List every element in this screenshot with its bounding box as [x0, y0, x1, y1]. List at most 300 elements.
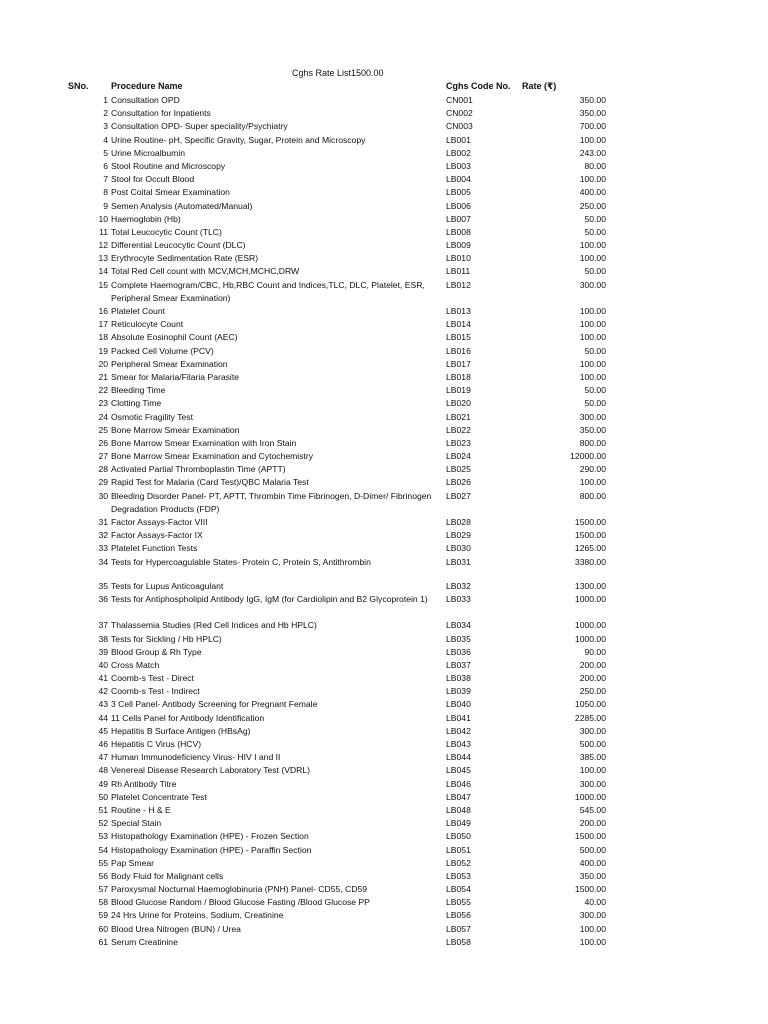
- table-row: [0, 633, 768, 646]
- table-row: [0, 804, 768, 817]
- row-sno: 51: [98, 804, 108, 815]
- row-sno: 10: [98, 213, 108, 224]
- row-cghs-code: LB010: [446, 253, 471, 264]
- row-sno: 6: [103, 160, 108, 171]
- row-rate: 545.00: [579, 804, 606, 815]
- row-procedure-name: Bone Marrow Smear Examination: [111, 424, 240, 435]
- row-procedure-name: Bone Marrow Smear Examination with Iron Stain: [111, 437, 297, 448]
- table-row: [0, 712, 768, 725]
- table-row: [0, 738, 768, 751]
- table-row: [0, 529, 768, 542]
- row-sno: 50: [98, 791, 108, 802]
- row-procedure-name: Smear for Malaria/Filaria Parasite: [111, 371, 239, 382]
- row-cghs-code: LB033: [446, 593, 471, 604]
- row-cghs-code: LB056: [446, 910, 471, 921]
- table-row: [0, 844, 768, 857]
- table-row: [0, 371, 768, 384]
- row-rate: 243.00: [579, 147, 606, 158]
- row-cghs-code: CN001: [446, 95, 473, 105]
- row-rate: 1500.00: [574, 517, 606, 528]
- row-procedure-name: Special Stain: [111, 818, 162, 829]
- table-row: [0, 200, 768, 213]
- row-rate: 100.00: [579, 253, 606, 264]
- row-cghs-code: LB029: [446, 530, 471, 541]
- row-procedure-name: Hepatitis B Surface Antigen (HBsAg): [111, 725, 251, 736]
- table-row: [0, 896, 768, 909]
- row-sno: 3: [103, 121, 108, 132]
- row-rate: 50.00: [584, 213, 606, 224]
- page-title: Cghs Rate List1500.00: [292, 68, 384, 78]
- table-row: [0, 120, 768, 133]
- row-procedure-name: Factor Assays-Factor VIII: [111, 517, 208, 528]
- row-rate: 1000.00: [574, 620, 606, 631]
- row-rate: 500.00: [579, 739, 606, 750]
- row-cghs-code: LB020: [446, 398, 471, 409]
- table-row: [0, 870, 768, 883]
- table-row: [0, 516, 768, 529]
- row-sno: 56: [98, 870, 108, 881]
- row-rate: 200.00: [579, 659, 606, 670]
- row-procedure-name: Paroxysmal Nocturnal Haemoglobinuria (PNH) Panel- CD55, CD59: [111, 884, 368, 895]
- row-rate: 100.00: [579, 358, 606, 369]
- row-rate: 100.00: [579, 319, 606, 330]
- row-procedure-name: Urine Routine- pH, Specific Gravity, Sugar, Protein and Microscopy: [111, 134, 366, 145]
- row-rate: 290.00: [579, 464, 606, 475]
- table-row: [0, 450, 768, 463]
- table-row: [0, 883, 768, 896]
- row-procedure-name: Platelet Concentrate Test: [111, 791, 207, 802]
- row-cghs-code: LB036: [446, 646, 471, 657]
- row-sno: 45: [98, 725, 108, 736]
- row-sno: 44: [98, 712, 108, 723]
- row-rate: 350.00: [579, 95, 606, 105]
- row-procedure-name: Platelet Function Tests: [111, 543, 198, 554]
- row-cghs-code: LB013: [446, 306, 471, 317]
- row-procedure-name: Tests for Antiphospholipid Antibody IgG, IgM (for Cardiolipin and B2 Glycoprotein 1): [111, 593, 428, 604]
- row-cghs-code: LB053: [446, 870, 471, 881]
- row-cghs-code: LB006: [446, 200, 471, 211]
- table-row: [0, 490, 768, 516]
- row-cghs-code: LB042: [446, 725, 471, 736]
- row-procedure-name: Complete Haemogram/CBC, Hb,RBC Count and Indices,TLC, DLC, Platelet, ESR, Peripheral Smear Examination): [111, 279, 425, 303]
- row-cghs-code: LB046: [446, 778, 471, 789]
- row-cghs-code: LB016: [446, 345, 471, 356]
- table-row: [0, 936, 768, 949]
- row-rate: 350.00: [579, 870, 606, 881]
- row-procedure-name: Urine Microalbumin: [111, 147, 186, 158]
- row-procedure-name: Differential Leucocytic Count (DLC): [111, 240, 246, 251]
- header-procedure-name: Procedure Name: [111, 81, 183, 91]
- row-sno: 52: [98, 818, 108, 829]
- row-sno: 23: [98, 398, 108, 409]
- row-procedure-name: Blood Group & Rh Type: [111, 646, 202, 657]
- table-row: [0, 345, 768, 358]
- row-cghs-code: LB034: [446, 620, 471, 631]
- row-rate: 500.00: [579, 844, 606, 855]
- table-row: [0, 107, 768, 120]
- row-sno: 11: [99, 226, 108, 237]
- table-row: [0, 672, 768, 685]
- row-procedure-name: Blood Urea Nitrogen (BUN) / Urea: [111, 923, 241, 934]
- table-row: [0, 305, 768, 318]
- row-sno: 9: [103, 200, 108, 211]
- row-rate: 350.00: [579, 424, 606, 435]
- table-row: [0, 593, 768, 619]
- row-rate: 100.00: [579, 306, 606, 317]
- table-row: [0, 186, 768, 199]
- row-procedure-name: Total Red Cell count with MCV,MCH,MCHC,DRW: [111, 266, 300, 277]
- row-cghs-code: LB012: [446, 279, 471, 290]
- table-row: [0, 764, 768, 777]
- row-sno: 19: [98, 345, 108, 356]
- row-cghs-code: CN003: [446, 121, 473, 132]
- row-rate: 50.00: [584, 226, 606, 237]
- row-rate: 100.00: [579, 134, 606, 145]
- header-rate: Rate (₹): [522, 81, 557, 91]
- row-sno: 4: [103, 134, 108, 145]
- row-procedure-name: Post Coital Smear Examination: [111, 187, 230, 198]
- row-procedure-name: Routine - H & E: [111, 804, 171, 815]
- row-cghs-code: LB002: [446, 147, 471, 158]
- table-row: [0, 252, 768, 265]
- row-cghs-code: LB009: [446, 240, 471, 251]
- row-cghs-code: LB021: [446, 411, 471, 422]
- row-procedure-name: Tests for Sickling / Hb HPLC): [111, 633, 222, 644]
- row-rate: 50.00: [584, 385, 606, 396]
- row-rate: 100.00: [579, 174, 606, 185]
- row-cghs-code: LB048: [446, 804, 471, 815]
- row-sno: 16: [98, 306, 108, 317]
- table-row: [0, 791, 768, 804]
- row-cghs-code: LB051: [446, 844, 471, 855]
- row-rate: 100.00: [579, 923, 606, 934]
- row-sno: 54: [98, 844, 108, 855]
- row-rate: 40.00: [584, 897, 606, 908]
- table-row: [0, 830, 768, 843]
- row-sno: 8: [103, 187, 108, 198]
- row-procedure-name: Tests for Lupus Anticoagulant: [111, 580, 224, 591]
- row-cghs-code: LB044: [446, 752, 471, 763]
- row-procedure-name: Platelet Count: [111, 306, 165, 317]
- row-sno: 18: [98, 332, 108, 343]
- table-row: [0, 476, 768, 489]
- row-sno: 42: [98, 686, 108, 697]
- table-row: [0, 778, 768, 791]
- table-row: [0, 384, 768, 397]
- row-rate: 350.00: [579, 108, 606, 119]
- row-sno: 37: [98, 620, 108, 631]
- row-cghs-code: LB037: [446, 659, 471, 670]
- row-procedure-name: Coomb-s Test - Indirect: [111, 686, 200, 697]
- row-cghs-code: LB011: [446, 266, 471, 277]
- row-procedure-name: 24 Hrs Urine for Proteins, Sodium, Creatinine: [111, 910, 284, 921]
- table-row: [0, 646, 768, 659]
- row-procedure-name: Rh Antibody Titre: [111, 778, 177, 789]
- row-procedure-name: Bleeding Disorder Panel- PT, APTT, Thrombin Time Fibrinogen, D-Dimer/ Fibrinogen Degradation Products (FDP): [111, 490, 432, 514]
- table-row: [0, 397, 768, 410]
- row-procedure-name: Absolute Eosinophil Count (AEC): [111, 332, 238, 343]
- row-rate: 50.00: [584, 266, 606, 277]
- row-cghs-code: LB023: [446, 437, 471, 448]
- row-rate: 250.00: [579, 200, 606, 211]
- row-procedure-name: Stool Routine and Microscopy: [111, 160, 226, 171]
- row-cghs-code: LB052: [446, 857, 471, 868]
- table-row: [0, 265, 768, 278]
- row-rate: 1500.00: [574, 884, 606, 895]
- row-rate: 3380.00: [574, 556, 606, 567]
- row-rate: 250.00: [579, 686, 606, 697]
- row-procedure-name: Thalassemia Studies (Red Cell Indices and Hb HPLC): [111, 620, 317, 631]
- row-rate: 300.00: [579, 778, 606, 789]
- row-cghs-code: LB041: [446, 712, 471, 723]
- row-sno: 14: [98, 266, 108, 277]
- row-cghs-code: CN002: [446, 108, 473, 119]
- row-procedure-name: Haemoglobin (Hb): [111, 213, 181, 224]
- row-sno: 13: [98, 253, 108, 264]
- table-row: [0, 437, 768, 450]
- header-cghs-code: Cghs Code No.: [446, 81, 511, 91]
- row-rate: 2285.00: [574, 712, 606, 723]
- row-cghs-code: LB022: [446, 424, 471, 435]
- rate-table-body: [0, 94, 768, 949]
- row-sno: 59: [98, 910, 108, 921]
- row-procedure-name: 11 Cells Panel for Antibody Identification: [111, 712, 265, 723]
- row-cghs-code: LB008: [446, 226, 471, 237]
- row-rate: 1000.00: [574, 791, 606, 802]
- row-procedure-name: Hepatitis C Virus (HCV): [111, 739, 202, 750]
- row-rate: 1500.00: [574, 831, 606, 842]
- row-cghs-code: LB031: [446, 556, 471, 567]
- row-rate: 1000.00: [574, 593, 606, 604]
- row-procedure-name: Coomb-s Test - Direct: [111, 673, 194, 684]
- row-sno: 7: [103, 174, 108, 185]
- table-row: [0, 424, 768, 437]
- row-cghs-code: LB019: [446, 385, 471, 396]
- row-rate: 12000.00: [570, 451, 606, 462]
- row-procedure-name: Human Immunodeficiency Virus- HIV I and II: [111, 752, 281, 763]
- row-rate: 1050.00: [574, 699, 606, 710]
- table-row: [0, 94, 768, 107]
- row-procedure-name: Stool for Occult Blood: [111, 174, 195, 185]
- row-cghs-code: LB017: [446, 358, 471, 369]
- table-header: [0, 81, 768, 93]
- table-row: [0, 923, 768, 936]
- row-sno: 47: [98, 752, 108, 763]
- row-procedure-name: Blood Glucose Random / Blood Glucose Fasting /Blood Glucose PP: [111, 897, 370, 908]
- row-sno: 21: [98, 371, 108, 382]
- row-sno: 1: [103, 95, 108, 105]
- table-row: [0, 556, 768, 569]
- row-rate: 1265.00: [574, 543, 606, 554]
- row-sno: 5: [103, 147, 108, 158]
- row-sno: 32: [98, 530, 108, 541]
- table-row: [0, 331, 768, 344]
- row-sno: 53: [98, 831, 108, 842]
- row-cghs-code: LB058: [446, 936, 471, 947]
- row-procedure-name: Serum Creatinine: [111, 936, 178, 947]
- table-row: [0, 358, 768, 371]
- row-rate: 1300.00: [574, 580, 606, 591]
- row-rate: 400.00: [579, 857, 606, 868]
- row-rate: 800.00: [579, 437, 606, 448]
- row-sno: 55: [98, 857, 108, 868]
- row-sno: 43: [98, 699, 108, 710]
- table-row: [0, 619, 768, 632]
- row-procedure-name: Histopathology Examination (HPE) - Paraffin Section: [111, 844, 312, 855]
- row-rate: 100.00: [579, 477, 606, 488]
- table-row: [0, 173, 768, 186]
- table-row: [0, 751, 768, 764]
- row-sno: 26: [98, 437, 108, 448]
- table-row: [0, 160, 768, 173]
- row-sno: 22: [98, 385, 108, 396]
- row-sno: 24: [98, 411, 108, 422]
- table-row: [0, 279, 768, 305]
- row-cghs-code: LB039: [446, 686, 471, 697]
- row-sno: 57: [98, 884, 108, 895]
- table-row: [0, 659, 768, 672]
- row-rate: 100.00: [579, 240, 606, 251]
- row-rate: 80.00: [584, 160, 606, 171]
- table-row: [0, 411, 768, 424]
- row-sno: 48: [98, 765, 108, 776]
- row-cghs-code: LB005: [446, 187, 471, 198]
- row-sno: 61: [98, 936, 108, 947]
- row-cghs-code: LB018: [446, 371, 471, 382]
- table-row: [0, 857, 768, 870]
- row-cghs-code: LB049: [446, 818, 471, 829]
- row-cghs-code: LB025: [446, 464, 471, 475]
- row-sno: 58: [98, 897, 108, 908]
- row-procedure-name: Factor Assays-Factor IX: [111, 530, 203, 541]
- row-rate: 100.00: [579, 936, 606, 947]
- row-cghs-code: LB015: [446, 332, 471, 343]
- row-rate: 200.00: [579, 818, 606, 829]
- table-row: [0, 463, 768, 476]
- table-row: [0, 909, 768, 922]
- row-rate: 385.00: [579, 752, 606, 763]
- row-rate: 100.00: [579, 332, 606, 343]
- row-sno: 2: [103, 108, 108, 119]
- row-cghs-code: LB038: [446, 673, 471, 684]
- table-row: [0, 542, 768, 555]
- row-cghs-code: LB001: [446, 134, 471, 145]
- table-row: [0, 147, 768, 160]
- row-procedure-name: 3 Cell Panel- Antibody Screening for Pregnant Female: [111, 699, 318, 710]
- table-row: [0, 318, 768, 331]
- row-procedure-name: Bone Marrow Smear Examination and Cytochemistry: [111, 451, 314, 462]
- table-row: [0, 239, 768, 252]
- row-procedure-name: Packed Cell Volume (PCV): [111, 345, 214, 356]
- row-procedure-name: Histopathology Examination (HPE) - Frozen Section: [111, 831, 309, 842]
- table-row: [0, 725, 768, 738]
- row-cghs-code: LB027: [446, 490, 471, 501]
- row-cghs-code: LB057: [446, 923, 471, 934]
- row-procedure-name: Reticulocyte Count: [111, 319, 184, 330]
- row-sno: 33: [98, 543, 108, 554]
- row-procedure-name: Consultation for Inpatients: [111, 108, 211, 119]
- row-procedure-name: Consultation OPD: [111, 95, 180, 105]
- header-sno: SNo.: [68, 81, 89, 91]
- row-cghs-code: LB054: [446, 884, 471, 895]
- row-cghs-code: LB024: [446, 451, 471, 462]
- row-procedure-name: Rapid Test for Malaria (Card Test)/QBC Malaria Test: [111, 477, 309, 488]
- row-sno: 40: [98, 659, 108, 670]
- row-cghs-code: LB045: [446, 765, 471, 776]
- row-rate: 90.00: [584, 646, 606, 657]
- row-procedure-name: Osmotic Fragility Test: [111, 411, 193, 422]
- row-rate: 800.00: [579, 490, 606, 501]
- row-sno: 39: [98, 646, 108, 657]
- row-cghs-code: LB003: [446, 160, 471, 171]
- row-procedure-name: Semen Analysis (Automated/Manual): [111, 200, 253, 211]
- row-sno: 25: [98, 424, 108, 435]
- row-cghs-code: LB004: [446, 174, 471, 185]
- row-procedure-name: Total Leucocytic Count (TLC): [111, 226, 222, 237]
- row-sno: 35: [98, 580, 108, 591]
- row-rate: 700.00: [579, 121, 606, 132]
- row-cghs-code: LB055: [446, 897, 471, 908]
- row-cghs-code: LB026: [446, 477, 471, 488]
- row-rate: 300.00: [579, 279, 606, 290]
- row-sno: 46: [98, 739, 108, 750]
- row-procedure-name: Clotting Time: [111, 398, 162, 409]
- row-procedure-name: Activated Partial Thromboplastin Time (APTT): [111, 464, 286, 475]
- row-procedure-name: Erythrocyte Sedimentation Rate (ESR): [111, 253, 259, 264]
- row-procedure-name: Consultation OPD- Super speciality/Psychiatry: [111, 121, 288, 132]
- row-rate: 300.00: [579, 725, 606, 736]
- row-cghs-code: LB030: [446, 543, 471, 554]
- table-row: [0, 698, 768, 711]
- row-procedure-name: Peripheral Smear Examination: [111, 358, 228, 369]
- table-row: [0, 580, 768, 593]
- row-cghs-code: LB035: [446, 633, 471, 644]
- row-rate: 1000.00: [574, 633, 606, 644]
- row-sno: 30: [98, 490, 108, 501]
- row-procedure-name: Body Fluid for Malignant cells: [111, 870, 224, 881]
- table-row: [0, 226, 768, 239]
- row-sno: 27: [98, 451, 108, 462]
- row-cghs-code: LB014: [446, 319, 471, 330]
- row-cghs-code: LB050: [446, 831, 471, 842]
- row-sno: 29: [98, 477, 108, 488]
- row-sno: 60: [98, 923, 108, 934]
- row-rate: 400.00: [579, 187, 606, 198]
- row-cghs-code: LB007: [446, 213, 471, 224]
- row-rate: 300.00: [579, 411, 606, 422]
- row-sno: 31: [98, 517, 108, 528]
- row-sno: 34: [98, 556, 108, 567]
- row-procedure-name: Venereal Disease Research Laboratory Test (VDRL): [111, 765, 311, 776]
- row-sno: 15: [98, 279, 108, 290]
- row-sno: 17: [98, 319, 108, 330]
- row-procedure-name: Tests for Hypercoagulable States- Protein C, Protein S, Antithrombin: [111, 556, 371, 567]
- row-sno: 28: [98, 464, 108, 475]
- row-rate: 300.00: [579, 910, 606, 921]
- row-rate: 100.00: [579, 765, 606, 776]
- table-row: [0, 685, 768, 698]
- row-sno: 20: [98, 358, 108, 369]
- row-cghs-code: LB028: [446, 517, 471, 528]
- row-procedure-name: Bleeding Time: [111, 385, 166, 396]
- row-rate: 50.00: [584, 345, 606, 356]
- row-cghs-code: LB047: [446, 791, 471, 802]
- row-sno: 38: [98, 633, 108, 644]
- row-procedure-name: Pap Smear: [111, 857, 154, 868]
- row-rate: 1500.00: [574, 530, 606, 541]
- row-cghs-code: LB032: [446, 580, 471, 591]
- row-sno: 12: [98, 240, 108, 251]
